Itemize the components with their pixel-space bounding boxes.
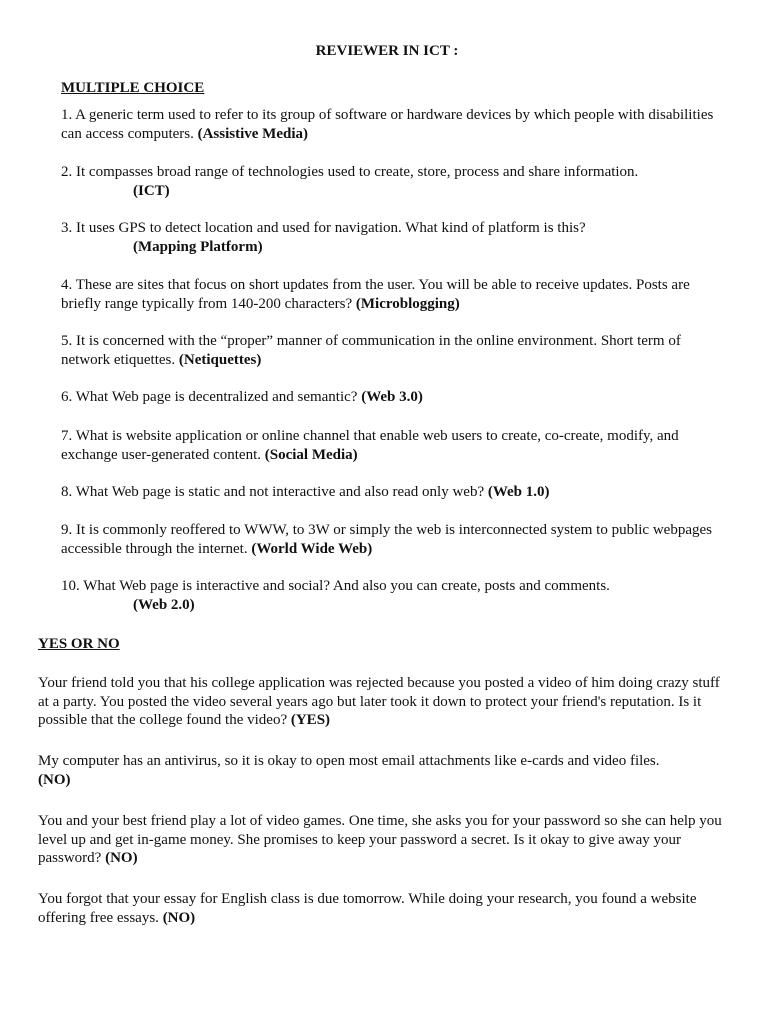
question-answer: (NO)	[38, 771, 71, 788]
question-text: 2. It compasses broad range of technologies used to create, store, process and share information.	[61, 164, 639, 180]
question-text: You and your best friend play a lot of video games. One time, she asks you for your password so she can help you level up and get in-game money. She promises to keep your password a secret. Is it okay to give away your password?	[38, 813, 722, 866]
question-1	[61, 106, 721, 143]
yes-no-item-4	[38, 890, 728, 927]
page-title: REVIEWER IN ICT :	[315, 43, 459, 59]
question-text: 9. It is commonly reoffered to WWW, to 3W or simply the web is interconnected system to public webpages accessible through the internet.	[61, 522, 712, 557]
question-answer: (ICT)	[133, 182, 170, 199]
question-answer: (Microblogging)	[355, 295, 460, 312]
yes-or-no-heading: YES OR NO	[38, 636, 120, 652]
question-9	[61, 521, 721, 558]
question-text: 10. What Web page is interactive and social? And also you can create, posts and comments.	[61, 578, 610, 594]
question-text: 4. These are sites that focus on short updates from the user. You will be able to receive updates. Posts are briefly range typically from 140-200 characters?	[61, 277, 690, 312]
question-answer: (Mapping Platform)	[133, 238, 263, 255]
question-10	[61, 577, 721, 614]
question-text: 3. It uses GPS to detect location and used for navigation. What kind of platform is this?	[61, 220, 586, 236]
multiple-choice-heading: MULTIPLE CHOICE	[61, 80, 205, 96]
question-6	[61, 388, 721, 407]
question-7	[61, 427, 721, 464]
yes-no-item-2	[38, 752, 728, 789]
question-text: 7. What is website application or online channel that enable web users to create, co-create, modify, and exchange user-generated content.	[61, 428, 679, 463]
question-text: My computer has an antivirus, so it is okay to open most email attachments like e-cards and video files.	[38, 753, 660, 769]
question-answer: (Netiquettes)	[178, 351, 262, 368]
question-text: 1. A generic term used to refer to its group of software or hardware devices by which people with disabilities can access computers.	[61, 107, 714, 142]
question-answer: (Assistive Media)	[197, 125, 309, 142]
question-text: 6. What Web page is decentralized and semantic?	[61, 389, 362, 405]
question-text: You forgot that your essay for English class is due tomorrow. While doing your research, you found a website offering free essays.	[38, 891, 697, 926]
question-answer: (Web 2.0)	[133, 596, 195, 613]
yes-no-item-1	[38, 674, 728, 730]
question-3	[61, 219, 721, 256]
question-answer: (Web 3.0)	[361, 389, 423, 405]
question-answer: (YES)	[290, 712, 331, 728]
question-2	[61, 163, 721, 200]
question-8	[61, 483, 721, 502]
question-text: 5. It is concerned with the “proper” manner of communication in the online environment. Short term of network etiquettes.	[61, 333, 681, 368]
question-answer: (NO)	[162, 909, 196, 926]
question-answer: (Web 1.0)	[487, 484, 550, 500]
question-answer: (World Wide Web)	[251, 540, 373, 557]
question-4	[61, 276, 721, 313]
question-answer: (NO)	[105, 850, 138, 866]
question-text: Your friend told you that his college application was rejected because you posted a video of him doing crazy stuff at a party. You posted the video several years ago but later took it down to protect your friend's reputation. Is it possible that the college found the video?	[38, 675, 720, 728]
question-text: 8. What Web page is static and not interactive and also read only web?	[61, 484, 488, 500]
question-5	[61, 332, 721, 369]
yes-no-item-3	[38, 812, 728, 868]
question-answer: (Social Media)	[264, 446, 358, 463]
